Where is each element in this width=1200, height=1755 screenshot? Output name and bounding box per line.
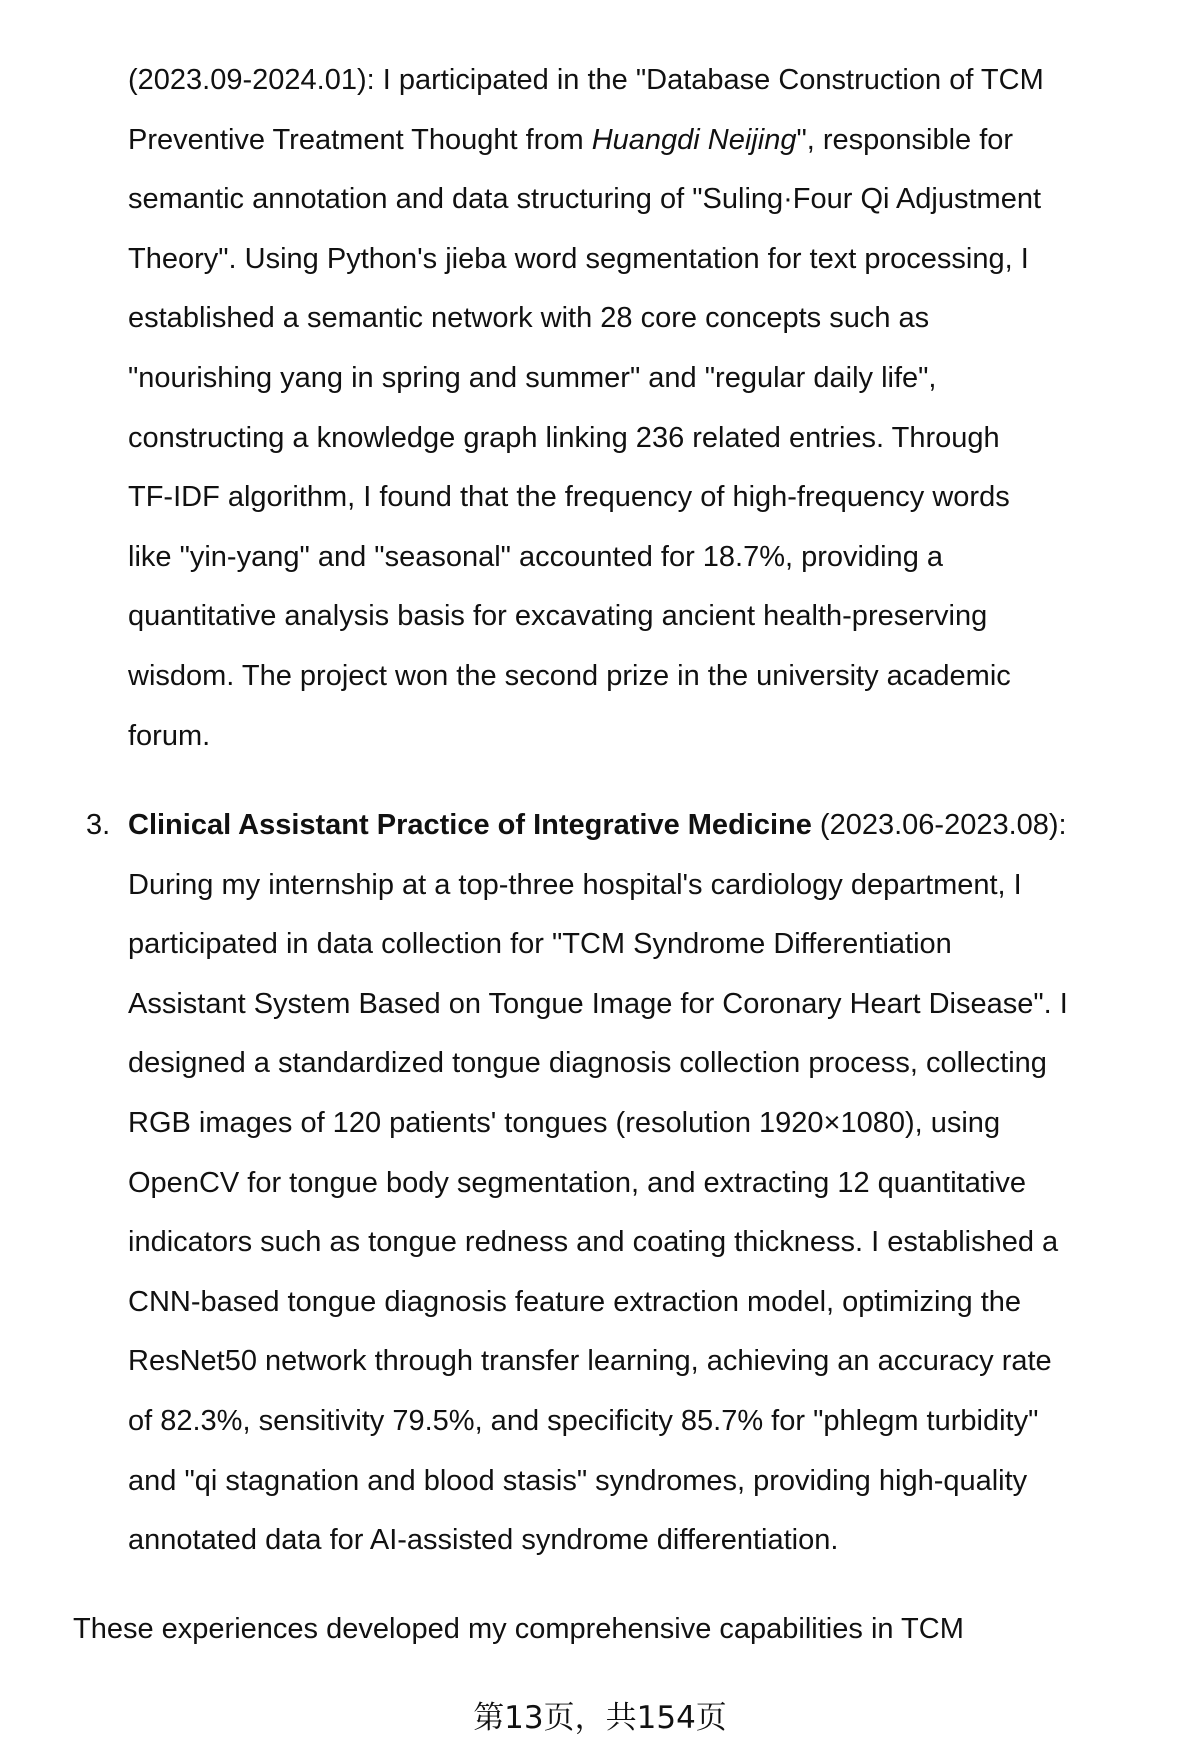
text-line (128, 479, 1010, 515)
text-run: Preventive Treatment Thought from (128, 123, 592, 156)
text-line (128, 241, 1029, 277)
text-line (128, 1165, 1026, 1201)
text-run: constructing a knowledge graph linking 236 related entries. Through (128, 421, 1000, 454)
page-footer: 第13页，共154页 (473, 1700, 727, 1736)
list-number: 3. (86, 809, 111, 841)
text-run: annotated data for AI-assisted syndrome differentiation. (128, 1524, 839, 1557)
text-run: semantic annotation and data structuring of "Suling·Four Qi Adjustment (128, 183, 1042, 216)
text-run: During my internship at a top-three hospital's cardiology department, I (128, 868, 1022, 901)
text-line (128, 598, 987, 634)
text-run: and "qi stagnation and blood stasis" syndromes, providing high-quality (128, 1464, 1028, 1497)
text-line (128, 539, 943, 575)
text-line (73, 1611, 964, 1647)
text-line (128, 1403, 1038, 1439)
text-line (128, 360, 937, 396)
text-run: ResNet50 network through transfer learning, achieving an accuracy rate (128, 1345, 1052, 1378)
text-line (128, 181, 1041, 217)
text-line (128, 807, 1067, 843)
text-line (128, 658, 1011, 694)
text-run: Assistant System Based on Tongue Image for Coronary Heart Disease". I (128, 987, 1068, 1020)
text-line (128, 1045, 1047, 1081)
text-line (128, 1522, 838, 1558)
text-run: These experiences developed my comprehensive capabilities in TCM (73, 1613, 964, 1645)
text-run: like "yin-yang" and "seasonal" accounted for 18.7%, providing a (128, 540, 944, 573)
text-run: RGB images of 120 patients' tongues (resolution 1920×1080), using (128, 1107, 1001, 1139)
book-title: Huangdi Neijing (591, 123, 797, 156)
text-line (128, 122, 1013, 158)
text-run: (2023.09-2024.01): I participated in the "Database Construction of TCM (128, 64, 1044, 96)
text-line (128, 62, 1044, 98)
text-line (128, 1463, 1027, 1499)
text-line (128, 718, 210, 754)
text-run: wisdom. The project won the second prize in the university academic (128, 660, 1011, 692)
text-run: (2023.06-2023.08): (811, 809, 1067, 841)
text-line (128, 1224, 1058, 1260)
text-line (128, 926, 952, 962)
text-run: Theory". Using Python's jieba word segmentation for text processing, I (128, 242, 1029, 275)
text-run: designed a standardized tongue diagnosis collection process, collecting (128, 1047, 1047, 1080)
text-run: indicators such as tongue redness and coating thickness. I established a (128, 1226, 1059, 1259)
text-run: "nourishing yang in spring and summer" and "regular daily life", (128, 362, 937, 394)
text-line (128, 986, 1068, 1022)
text-run: ", responsible for (796, 123, 1014, 156)
text-line (128, 420, 1000, 456)
text-run: forum. (128, 719, 211, 752)
text-line (128, 300, 929, 336)
item-title: Clinical Assistant Practice of Integrative Medicine (128, 809, 812, 841)
text-line (128, 867, 1022, 903)
text-run: participated in data collection for "TCM Syndrome Differentiation (128, 928, 952, 961)
text-line (128, 1105, 1000, 1141)
text-run: of 82.3%, sensitivity 79.5%, and specificity 85.7% for "phlegm turbidity" (128, 1405, 1039, 1437)
text-line (128, 1284, 1021, 1320)
text-run: CNN-based tongue diagnosis feature extraction model, optimizing the (128, 1285, 1022, 1318)
text-run: TF-IDF algorithm, I found that the frequency of high-frequency words (128, 481, 1010, 514)
text-run: OpenCV for tongue body segmentation, and extracting 12 quantitative (128, 1166, 1026, 1199)
text-run: established a semantic network with 28 core concepts such as (128, 302, 930, 335)
text-run: quantitative analysis basis for excavating ancient health-preserving (128, 600, 988, 633)
text-line (128, 1343, 1052, 1379)
